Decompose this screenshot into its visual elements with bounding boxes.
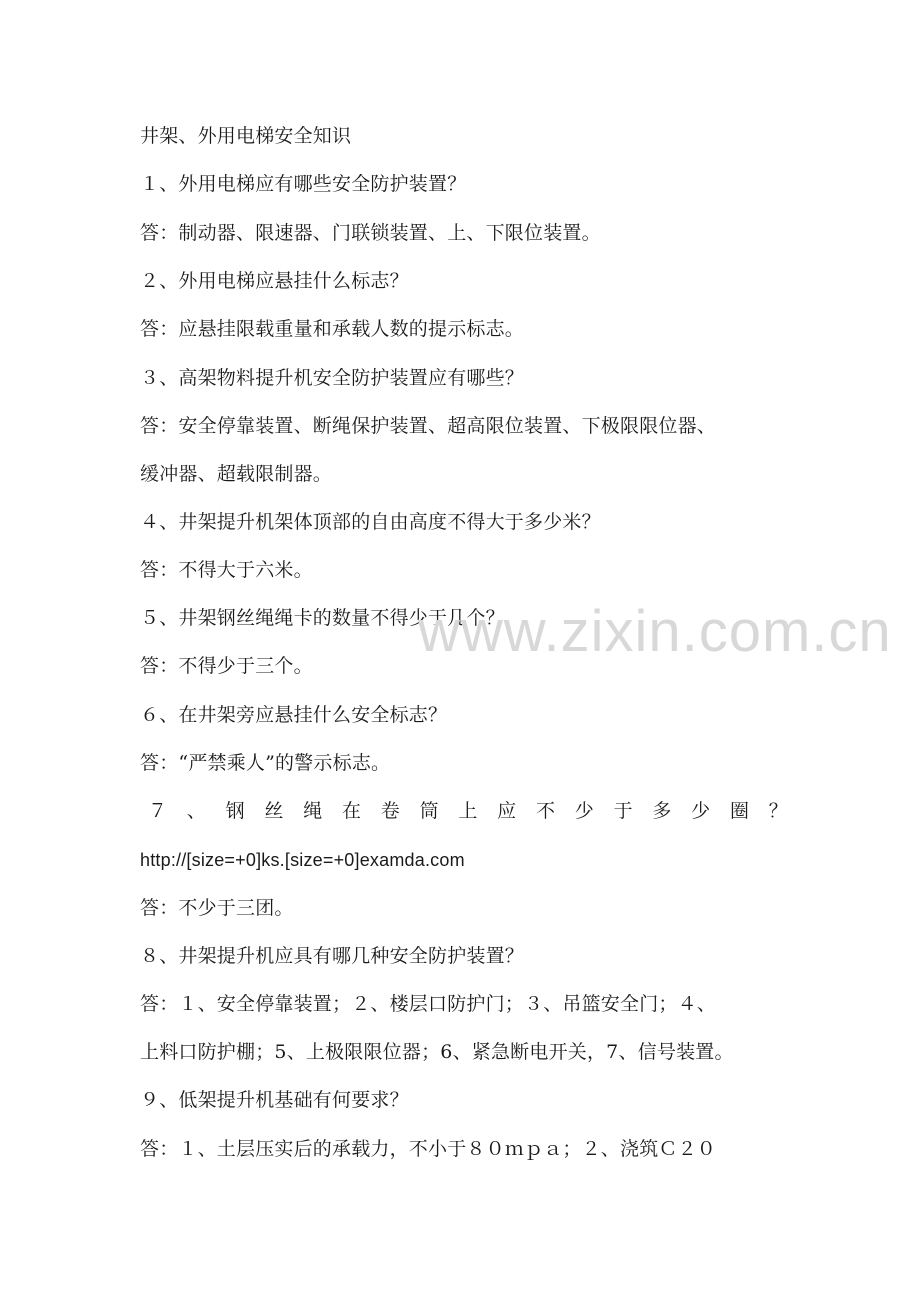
question-7-char: 少 bbox=[691, 800, 711, 822]
answer-8-line-2: 上料口防护棚；5、上极限限位器；6、紧急断电开关，7、信号装置。 bbox=[140, 1041, 734, 1063]
answer-4: 答：不得大于六米。 bbox=[140, 559, 313, 581]
answer-3-line-1: 答：安全停靠装置、断绳保护装置、超高限位装置、下极限限位器、 bbox=[140, 415, 717, 437]
question-7-char: 不 bbox=[535, 800, 556, 822]
question-7-char: 应 bbox=[497, 800, 517, 822]
question-7-char: 、 bbox=[186, 800, 206, 822]
answer-8-line-1: 答：１、安全停靠装置；２、楼层口防护门；３、吊篮安全门；４、 bbox=[140, 993, 717, 1015]
question-7 bbox=[148, 799, 788, 823]
answer-9-line-1: 答：１、土层压实后的承载力，不小于８０ｍｐａ；２、浇筑Ｃ２０ bbox=[140, 1138, 717, 1160]
question-5: ５、井架钢丝绳绳卡的数量不得少于几个？ bbox=[140, 607, 505, 629]
source-url: http://[size=+0]ks.[size=+0]examda.com bbox=[140, 850, 465, 870]
question-7-char: 圈 bbox=[729, 800, 750, 822]
answer-3-line-2: 缓冲器、超载限制器。 bbox=[140, 463, 333, 485]
question-7-char: 筒 bbox=[419, 800, 439, 822]
question-7-char: 上 bbox=[458, 800, 478, 822]
question-1: １、外用电梯应有哪些安全防护装置？ bbox=[140, 173, 467, 195]
answer-6: 答：“严禁乘人”的警示标志。 bbox=[140, 752, 391, 774]
question-7-char: 钢 bbox=[225, 800, 245, 822]
question-7-char: ７ bbox=[148, 800, 168, 822]
question-6: ６、在井架旁应悬挂什么安全标志？ bbox=[140, 704, 448, 726]
question-7-char: 绳 bbox=[303, 800, 323, 822]
question-8: ８、井架提升机应具有哪几种安全防护装置？ bbox=[140, 945, 525, 967]
document-title: 井架、外用电梯安全知识 bbox=[140, 125, 352, 147]
question-4: ４、井架提升机架体顶部的自由高度不得大于多少米？ bbox=[140, 511, 601, 533]
answer-5: 答：不得少于三个。 bbox=[140, 655, 313, 677]
question-7-char: 丝 bbox=[264, 800, 284, 822]
question-3: ３、高架物料提升机安全防护装置应有哪些？ bbox=[140, 367, 525, 389]
question-2: ２、外用电梯应悬挂什么标志？ bbox=[140, 270, 409, 292]
question-7-char: ？ bbox=[768, 800, 788, 822]
answer-7: 答：不少于三团。 bbox=[140, 897, 294, 919]
question-9: ９、低架提升机基础有何要求？ bbox=[140, 1089, 409, 1111]
watermark: www.zixin.com.cn bbox=[418, 599, 892, 664]
question-7-char: 多 bbox=[652, 800, 672, 822]
question-7-char: 卷 bbox=[380, 800, 400, 822]
question-7-char: 少 bbox=[574, 800, 594, 822]
answer-2: 答：应悬挂限载重量和承载人数的提示标志。 bbox=[140, 318, 525, 340]
question-7-char: 在 bbox=[341, 800, 362, 822]
question-7-char: 于 bbox=[613, 800, 633, 822]
answer-1: 答：制动器、限速器、门联锁装置、上、下限位装置。 bbox=[140, 222, 601, 244]
